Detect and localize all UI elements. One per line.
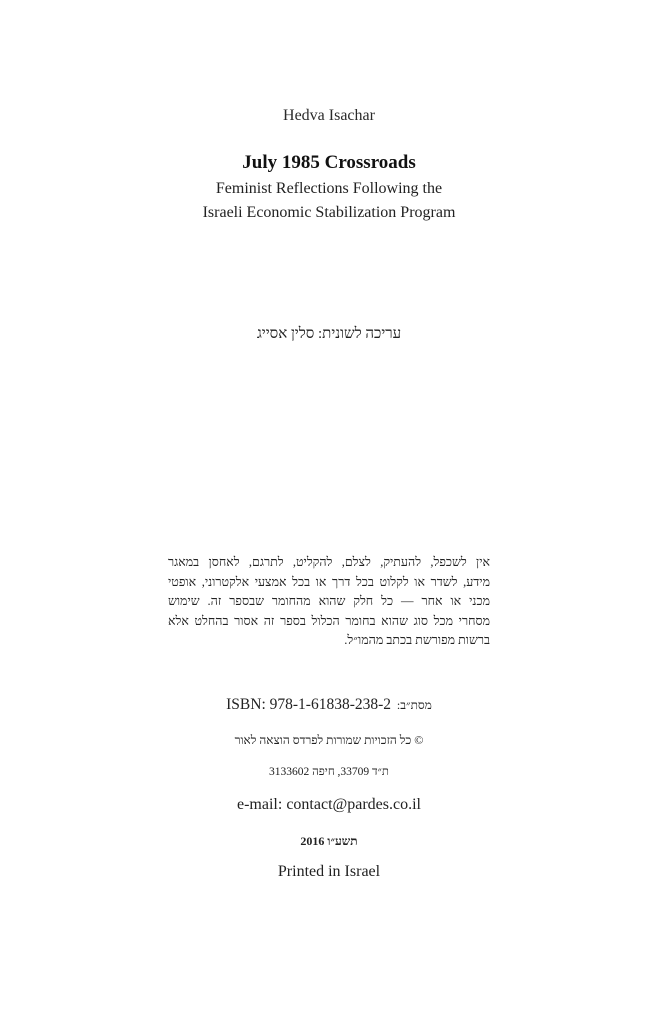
subtitle-line-2: Israeli Economic Stabilization Program: [202, 204, 456, 221]
printed-in: Printed in Israel: [277, 863, 381, 880]
author-name: Hedva Isachar: [283, 107, 375, 124]
language-editor-credit: עריכה לשונית: סלין אסייג: [256, 326, 402, 342]
publisher-email: e-mail: contact@pardes.co.il: [237, 796, 421, 813]
publisher-address: ת״ד 33709, חיפה 3133602: [269, 766, 389, 778]
book-title: July 1985 Crossroads: [242, 152, 416, 173]
rights-line-3: מכני או אחר — כל חלק שהוא מהחומר שבספר זה. שימוש: [168, 594, 490, 608]
isbn-value: ISBN: 978-1-61838-238-2: [226, 696, 392, 713]
rights-line-2: מידע, לשדר או לקלוט בכל דרך או בכל אמצעי אלקטרוני, אופטי: [168, 574, 490, 589]
rights-line-5: ברשות מפורשת בכתב מהמו״ל.: [344, 633, 490, 647]
isbn-line: [0, 696, 658, 714]
isbn-hebrew-label: מסת״ב:: [396, 698, 432, 712]
subtitle-line-1: Feminist Reflections Following the: [215, 180, 443, 197]
copyright-notice: © כל הזכויות שמורות לפרדס הוצאה לאור: [234, 733, 424, 747]
rights-line-1: אין לשכפל, להעתיק, לצלם, להקליט, לתרגם, לאחסן במאגר: [168, 555, 490, 569]
publication-year: תשע״ו 2016: [300, 834, 358, 848]
rights-notice: [168, 553, 490, 651]
rights-line-4: מסחרי מכל סוג שהוא בחומר הכלול בספר זה אסור בהחלט אלא: [168, 613, 490, 628]
